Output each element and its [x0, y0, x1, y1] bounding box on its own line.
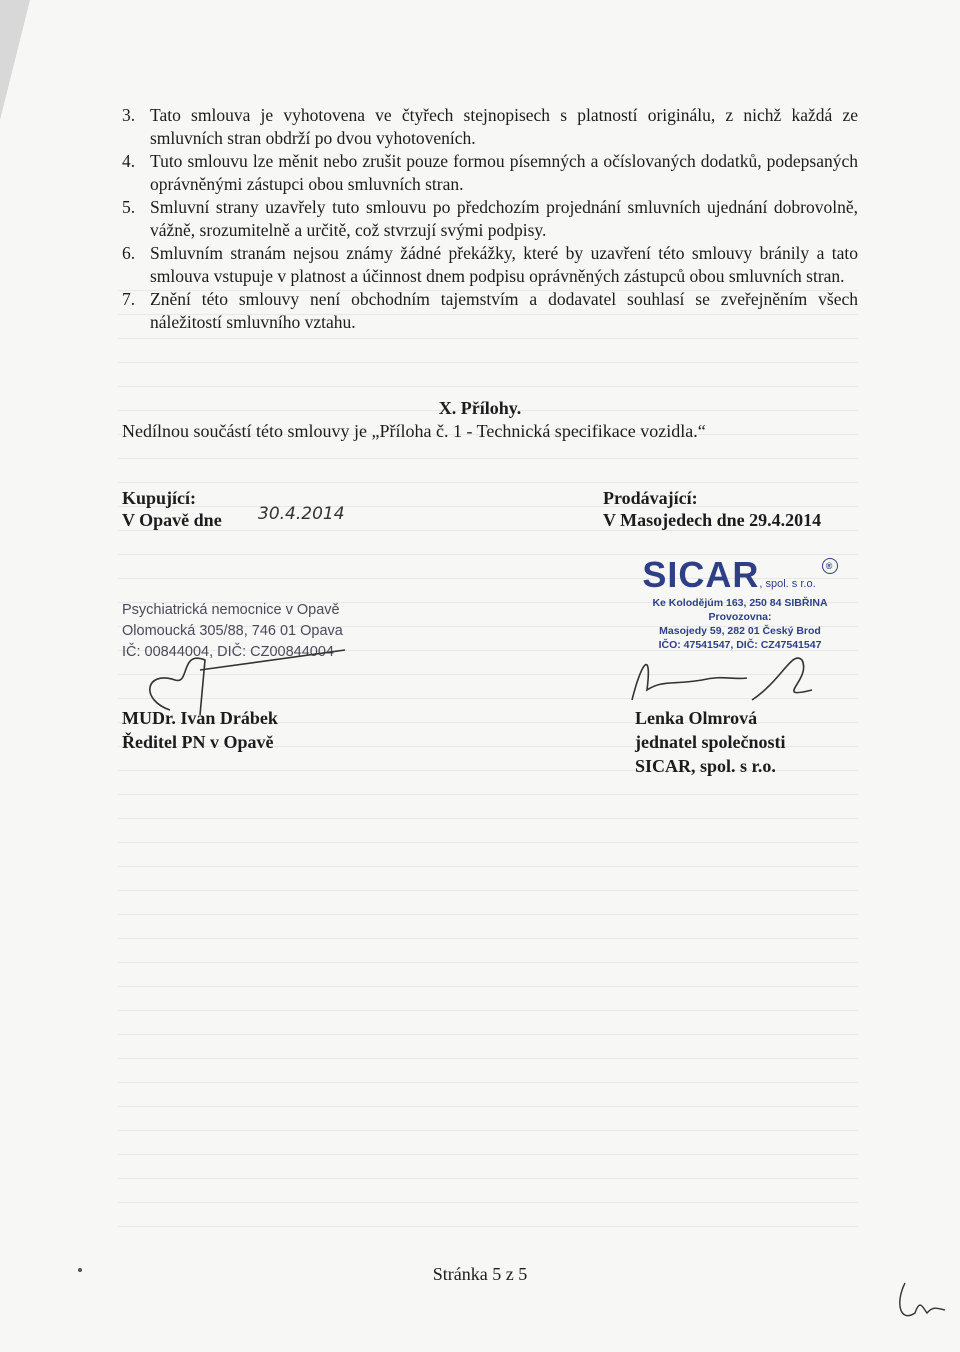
seller-signer-name: Lenka Olmrová	[635, 708, 758, 728]
clause-number: 4.	[122, 151, 136, 171]
clause-number: 6.	[122, 243, 136, 263]
clause-number: 7.	[122, 289, 136, 309]
clause-item	[118, 104, 858, 150]
page-footer: Stránka 5 z 5	[432, 1264, 528, 1284]
clause-text: Smluvní strany uzavřely tuto smlouvu po předchozím projednání smluvních ujednání dobrovolně, vážně, srozumitelně a určitě, což stvrzují svými podpisy.	[150, 197, 858, 240]
initials-mark	[895, 1278, 950, 1323]
seller-block	[603, 487, 821, 531]
buyer-signer-title: Ředitel PN v Opavě	[122, 732, 274, 752]
stamp-brand-name: SICAR	[642, 554, 760, 595]
clause-item	[118, 196, 858, 242]
stamp-line: IČ: 00844004, DIČ: CZ00844004	[122, 644, 334, 660]
buyer-signer	[122, 706, 278, 754]
clause-item	[118, 288, 858, 334]
stamp-line: Provozovna:	[708, 611, 772, 623]
clause-text: Smluvním stranám nejsou známy žádné překážky, které by uzavření této smlouvy bránily a tato smlouva vstupuje v platnost a účinnost dnem podpisu oprávněných zástupců obou smluvních stran.	[150, 243, 858, 286]
clause-number: 5.	[122, 197, 136, 217]
stamp-line: Ke Kolodějúm 163, 250 84 SIBŘINA	[652, 597, 828, 609]
scan-corner-shadow	[0, 0, 30, 120]
seller-signer-title: jednatel společnosti	[635, 732, 786, 752]
seller-place-date: V Masojedech dne 29.4.2014	[603, 510, 822, 530]
stamp-line: Psychiatrická nemocnice v Opavě	[122, 602, 340, 618]
clause-item	[118, 150, 858, 196]
clause-text: Tato smlouva je vyhotovena ve čtyřech stejnopisech s platností originálu, z nichž každá ze smluvních stran obdrží po dvou vyhotoveních.	[150, 105, 858, 148]
handwritten-date: 30.4.2014	[258, 504, 345, 524]
clause-item	[118, 242, 858, 288]
stamp-brand	[610, 554, 870, 596]
stamp-line: Olomoucká 305/88, 746 01 Opava	[122, 623, 343, 639]
seller-label: Prodávající:	[603, 488, 698, 508]
seller-stamp	[610, 554, 870, 652]
seller-signature	[612, 640, 832, 710]
buyer-label: Kupující:	[122, 488, 197, 508]
section-title: X. Přílohy.	[438, 398, 522, 418]
stamp-line: IČO: 47541547, DIČ: CZ47541547	[658, 639, 822, 651]
clause-text: Tuto smlouvu lze měnit nebo zrušit pouze formou písemných a očíslovaných dodatků, podepsaných oprávněnými zástupci obou smluvních stran.	[150, 151, 858, 194]
buyer-signer-name: MUDr. Ivan Drábek	[122, 708, 278, 728]
buyer-block	[122, 487, 222, 531]
clause-number: 3.	[122, 105, 136, 125]
buyer-place-date: V Opavě dne	[122, 510, 222, 530]
stamp-line: Masojedy 59, 282 01 Český Brod	[659, 625, 821, 637]
stamp-brand-suffix: , spol. s r.o.	[759, 578, 816, 590]
annex-statement: Nedílnou součástí této smlouvy je „Příloha č. 1 - Technická specifikace vozidla.“	[122, 421, 706, 441]
registered-mark-icon: ®	[822, 558, 838, 574]
clause-text: Znění této smlouvy není obchodním tajemstvím a dodavatel souhlasí se zveřejněním všech náležitostí smluvního vztahu.	[150, 289, 858, 332]
clause-list	[118, 104, 858, 334]
seller-signer-company: SICAR, spol. s r.o.	[635, 756, 776, 776]
seller-signer	[635, 706, 786, 778]
